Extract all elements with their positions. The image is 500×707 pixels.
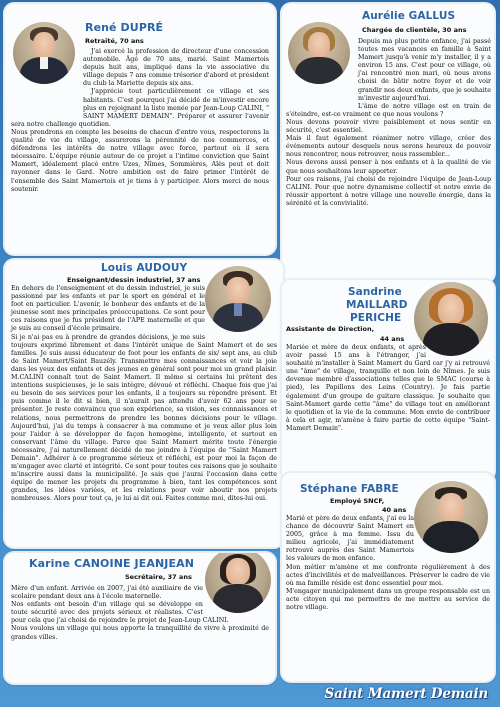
profile-name-line2: MAILLARD [346, 299, 408, 311]
profile-text: J'ai exercé la profession de directeur d'une concession automobile. Âgé de 70 ans, marié. Saint Mamertois depuis huit ans, impliqué dans la vie associative du village depuis 7 ans comme trésorier d'abord et président du club la Mariette depuis six ans. J'apprécie tout particulièrement ce village et ses habitants. C'est pourquoi j'ai décidé de m'investir encore plus en rejoignant la liste menée par Jean-Loup CALINI, " SAINT MAMERT DEMAIN". Préparer et assurer l'avenir sera notre challenge quotidien. Nous prendrons en compte les besoins de chacun d'entre vous, respecterons la qualité de vie du village, assurerons la pérennité de nos commerces, et défendrons les intérêts de notre village avec force, partout où il sera nécessaire. L'équipe réunie autour de ce projet a l'intime conviction que Saint Mamert, idéalement placé entre Uzes, Nîmes, Sommières, Alès peut et doit rayonner dans le Gard. Notre ambition est de faire primer l'intérêt de l'ensemble des Saint Mamertois et je tiens à y participer. Alors merci de nous soutenir. [11, 48, 269, 193]
profile-role-line1: Assistante de Direction, [286, 325, 375, 333]
profile-role-line1: Employé SNCF, [330, 497, 385, 505]
profile-role-line2: 40 ans [382, 506, 407, 514]
profile-name: Aurélie GALLUS [362, 10, 456, 22]
profile-name: Stéphane FABRE [300, 483, 399, 495]
profile-card-sandrine [282, 280, 494, 480]
profile-role-line2: 44 ans [380, 335, 405, 343]
brand-logo: Saint Mamert Demain [324, 686, 488, 702]
profile-card-rene [5, 4, 275, 254]
profile-card-louis [5, 260, 283, 547]
profile-name-line3: PERICHE [350, 312, 402, 324]
profile-card-stephane [282, 473, 494, 681]
profile-role: Enseignant/dessin industriel, 37 ans [67, 276, 201, 284]
profile-text: Mère d'un enfant. Arrivée en 2007, j'ai été auxiliaire de vie scolaire pendant deux ans à l'école maternelle. Nos enfants ont besoin d'un village qui se développe en toute sécurité avec des projets sérieux et réalistes. C'est pour cela que j'ai choisi de rejoindre le projet de Jean-Loup CALINI. Nous voulons un village qui nous apporte la tranquillité de vivre à proximité de grandes villes. [11, 585, 269, 641]
profile-role: Retraité, 70 ans [85, 37, 144, 45]
profile-role: Secrétaire, 37 ans [125, 573, 192, 581]
profile-name: René DUPRÉ [85, 21, 164, 34]
profile-name-line1: Sandrine [348, 286, 402, 298]
profile-name: Karine CANOINE JEANJEAN [29, 557, 195, 570]
profile-name: Louis AUDOUY [101, 262, 188, 274]
profile-text: Mariée et mère de deux enfants, et après avoir passé 15 ans à l'étranger, j'ai souhaité m'installer à Saint Mamert du Gard car j'y ai retrouvé une "âme" de village, tranquille et non loin de Nîmes. Je suis devenue membre d'associations telles que le SMAC (course à pied), les Papillons des Leins (Country). Je fais partie également d'un groupe de guitare classique. Je souhaite que Saint-Mamert garde cette "âme" de village tout en améliorant le quotidien et la vie de la commune. Mon envie de contribuer à cela et agir, m'amène à faire partie de cette équipe "Saint-Mamert Demain". [286, 344, 490, 432]
profile-card-aurelie [282, 4, 494, 282]
profile-role: Chargée de clientèle, 30 ans [362, 26, 467, 34]
profile-text: Marié et père de deux enfants, j'ai eu la chance de découvrir Saint Mamert en 2005, grâce à ma femme. Issu du milieu agricole, j'ai immédiatement retrouvé auprès des Saint Mamertois les valeurs de mon enfance. Mon métier m'amène et me confronte régulièrement à des actes d'incivilités et de malveillances. Préserver le cadre de vie où ma famille réside est donc essentiel pour moi. M'engager municipalement dans un groupe responsable est un acte citoyen qui me permettra de me mettre au service de notre village. [286, 515, 490, 612]
profile-card-karine [5, 553, 275, 683]
profile-text: Depuis ma plus petite enfance, j'ai passé toutes mes vacances en famille à Saint Mamert jusqu'à venir m'y installer, il y a environ 15 ans. C'est pour ce village, où j'ai rencontré mon mari, où nous avons choisi de bâtir notre foyer et de voir grandir nos deux enfants, que je souhaite m'investir aujourd'hui. L'âme de notre village est en train de s'éteindre, est-ce vraiment ce que nous voulons ? Nous devons pouvoir vivre paisiblement et nous sentir en sécurité, c'est essentiel. Mais il faut également réanimer notre village, créer des événements autour desquels nous serons heureux de pouvoir nous rencontrer, nous retrouver, nous rassembler... Nous devons aussi penser à nos enfants et à la qualité de vie que nous souhaitons leur apporter. Pour ces raisons, j'ai choisi de rejoindre l'équipe de Jean-Loup CALINI. Pour que notre dynamisme collectif et notre envie de réussir apportent à notre village une nouvelle énergie, dans la sérénité et la convivialité. [286, 38, 491, 207]
profile-text: En dehors de l'enseignement et du dessin industriel, je suis passionné par les enfants et par le sport en général et le foot en particulier. L'avenir, le bonheur des enfants et de la jeunesse sont mes principales préoccupations. Ce sont pour ces raisons que je fus président de l'APE maternelle et que je suis au conseil d'école primaire. Si je n'ai pas eu à prendre de grandes décisions, je me suis toujours exprimé librement et dans l'intérêt unique de Saint Mamert et de ses familles. Je suis aussi éducateur de foot pour les enfants de six/ sept ans, au club de Saint Mamert/Saint Bauzély. Transmettre mes connaissances et voir la joie dans les yeux des enfants et des jeunes en général sont pour moi un grand plaisir. M.CALINI connaît tout de Saint Mamert. Il même si certains lui prêtent des intentions suspicieuses, je le sais intègre, dévoué et réfléchi. Chaque fois que j'ai eu besoin de ses services pour les enfants, il a toujours su répondre présent. Et puis comme il le dit si bien, il n'aurait pas attendu d'avoir 62 ans pour se présenter. Je reste convaincu que son expérience, sa vision, ses connaissances et relations, nous permettrons de prendre les bonnes décisions pour le village. Aujourd'hui, j'ai du temps à consacrer à ma commune et je veux aller plus loin pour l'aider à se développer de façon homogène, intelligente, et surtout en conservant l'âme du village. Parce que Saint Mamert mérite toute l'énergie nécessaire, j'ai naturellement décidé de me joindre à l'équipe de "Saint Mamert Demain". Adhérer à ce programme sérieux et réfléchi, est pour moi la façon de m'engager avec clarté et intégrité. Ce sont pour toutes ces raisons que je souhaite m'inscrire aussi dans la municipalité. Je sais que j'aurai l'occasion dans cette équipe de mener les projets du programme à bien, tant les compétences sont grandes, les idées variées, et les relations pour voir aboutir nos projets nombreuses. Alors pour tout ça, je lui ai dit oui. Faites comme moi, dites-lui oui. [11, 285, 277, 503]
